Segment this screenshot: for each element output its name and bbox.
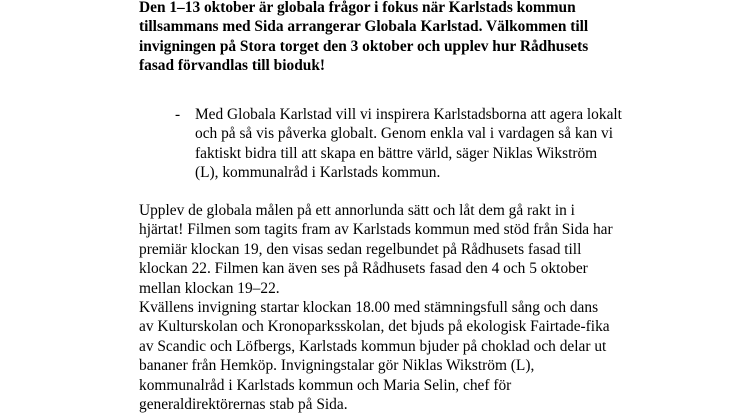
film-paragraph — [139, 201, 613, 298]
paragraph-line: bananer från Hemköp. Invigningstalar gör Niklas Wikström (L), — [139, 357, 535, 375]
paragraph-line: av Kulturskolan och Kronoparksskolan, det bjuds på ekologisk Fairtade-fika — [139, 318, 610, 336]
paragraph-line: premiär klockan 19, den visas sedan regelbundet på Rådhusets fasad till — [139, 240, 582, 258]
paragraph-line: hjärtat! Filmen som tagits fram av Karlstads kommun med stöd från Sida har — [139, 221, 613, 239]
intro-paragraph — [139, 0, 609, 76]
intro-line: fasad förvandlas till bioduk! — [139, 57, 326, 75]
paragraph-line: Upplev de globala målen på ett annorlunda sätt och låt dem gå rakt in i — [139, 202, 575, 219]
quote-line: (L), kommunalråd i Karlstads kommun. — [195, 164, 441, 182]
paragraph-line: mellan klockan 19–22. — [139, 279, 280, 297]
inauguration-paragraph — [139, 298, 609, 414]
quote-dash-marker: - — [175, 106, 181, 123]
quote-line: Med Globala Karlstad vill vi inspirera Karlstadsborna att agera lokalt — [195, 106, 622, 123]
intro-line: invigningen på Stora torget den 3 oktober och upplev hur Rådhusets — [139, 37, 589, 55]
paragraph-line: generaldirektörernas stab på Sida. — [139, 396, 348, 414]
quote-paragraph — [195, 105, 622, 183]
paragraph-line: klockan 22. Filmen kan även ses på Rådhusets fasad den 4 och 5 oktober — [139, 260, 588, 278]
quote-line: och på så vis påverka globalt. Genom enkla val i vardagen så kan vi — [195, 125, 613, 143]
quote-line: faktiskt bidra till att skapa en bättre värld, säger Niklas Wikström — [195, 144, 598, 162]
paragraph-line: av Scandic och Löfbergs, Karlstads kommun bjuder på choklad och delar ut — [139, 337, 607, 355]
intro-line: tillsammans med Sida arrangerar Globala Karlstad. Välkommen till — [139, 18, 589, 36]
intro-line: Den 1–13 oktober är globala frågor i fokus när Karlstads kommun — [139, 0, 576, 16]
paragraph-line: kommunalråd i Karlstads kommun och Maria Selin, chef för — [139, 376, 512, 394]
paragraph-line: Kvällens invigning startar klockan 18.00 med stämningsfull sång och dans — [139, 299, 599, 316]
